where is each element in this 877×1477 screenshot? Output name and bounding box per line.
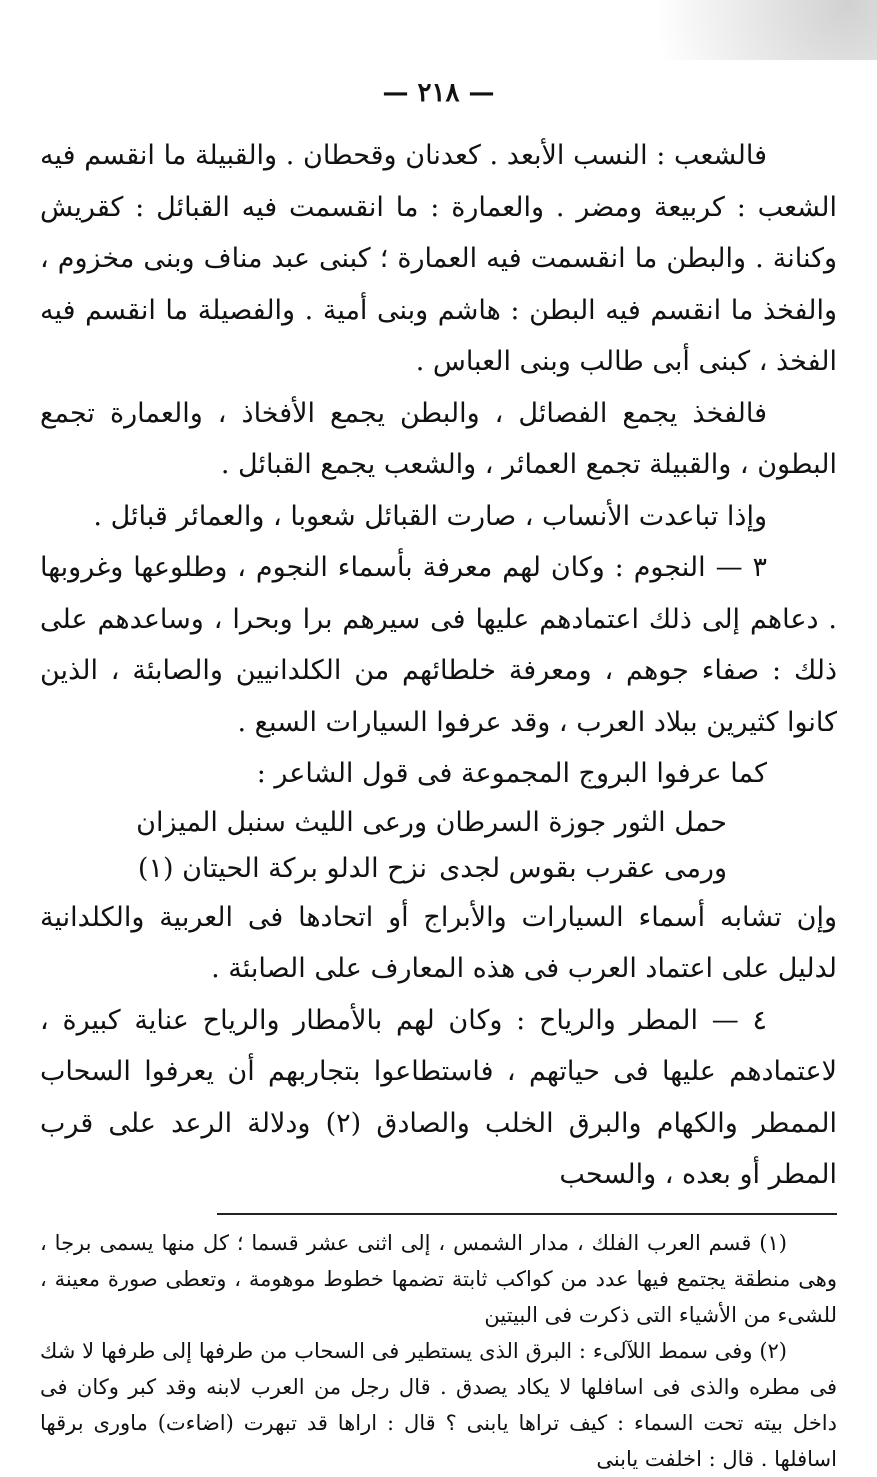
paragraph-tribal-hierarchy: فالشعب : النسب الأبعد . كعدنان وقحطان . والقبيلة ما انقسم فيه الشعب : كربيعة ومضر . والعمارة : ما انقسمت فيه القبائل : كقريش وكنانة . والبطن ما انقسمت فيه العمارة ؛ كبنى عبد مناف وبنى مخزوم ، والفخذ ما انقسم فيه البطن : هاشم وبنى أمية . والفصيلة ما انقسم فيه الفخذ ، كبنى أبى طالب وبنى العباس . [40,140,837,377]
footnotes [40,1225,837,1477]
verse-hemistich-right: ورمى عقرب بقوس لجدى [439,852,727,884]
verse-line [40,800,837,846]
footnote-divider [217,1213,837,1215]
scan-noise [577,0,877,60]
paragraph-sabians: وإن تشابه أسماء السيارات والأبراج أو اتحادها فى العربية والكلدانية لدليل على اعتماد العرب فى هذه المعارف على الصابئة . [40,901,837,984]
verse-line [40,846,837,892]
main-text [40,130,837,1201]
paragraph-zodiac-intro: كما عرفوا البروج المجموعة فى قول الشاعر : [256,758,767,789]
page-number: — ٢١٨ — [382,78,495,108]
paragraph-distance: وإذا تباعدت الأنساب ، صارت القبائل شعوبا ، والعمائر قبائل . [93,500,767,532]
verse-hemistich-right: حمل الثور جوزة السرطان [435,806,727,838]
paragraph-stars: ٣ — النجوم : وكان لهم معرفة بأسماء النجوم ، وطلوعها وغروبها . دعاهم إلى ذلك اعتمادهم عليها فى سيرهم برا وبحرا ، وساعدهم على ذلك : صفاء جوهم ، ومعرفة خلطائهم من الكلدانيين والصابئة ، الذين كانوا كثيرين ببلاد العرب ، وقد عرفوا السيارات السبع . [40,552,837,738]
footnote-1: (١) قسم العرب الفلك ، مدار الشمس ، إلى اثنى عشر قسما ؛ كل منها يسمى برجا ، وهى منطقة يجتمع فيها عدد من كواكب ثابتة تضمها خطوط موهومة ، وتعطى صورة معينة ، للشىء من الأشياء التى ذكرت فى البيتين [40,1230,837,1327]
paragraph-grouping: فالفخذ يجمع الفصائل ، والبطن يجمع الأفخاذ ، والعمارة تجمع البطون ، والقبيلة تجمع العمائر ، والشعب يجمع القبائل . [40,397,837,480]
verse-hemistich-left: ورعى الليث سنبل الميزان [136,806,427,838]
verse-hemistich-left: نزح الدلو بركة الحيتان (١) [137,852,427,884]
footnote-2: (٢) وفى سمط اللآلىء : البرق الذى يستطير فى السحاب من طرفها إلى طرفها لا شك فى مطره والذى فى اسافلها لا يكاد يصدق . قال رجل من العرب لابنه وقد كبر وكان فى داخل بيته تحت السماء : كيف تراها يابنى ؟ قال : اراها قد تبهرت (اضاءت) ماورى برقها اسافلها . قال : اخلفت يابنى [40,1338,837,1471]
poem [40,800,837,892]
paragraph-rain-wind: ٤ — المطر والرياح : وكان لهم بالأمطار والرياح عناية كبيرة ، لاعتمادهم عليها فى حياتهم ، فاستطاعوا بتجاربهم أن يعرفوا السحاب الممطر والكهام والبرق الخلب والصادق (٢) ودلالة الرعد على قرب المطر أو بعده ، والسحب [40,1004,837,1190]
